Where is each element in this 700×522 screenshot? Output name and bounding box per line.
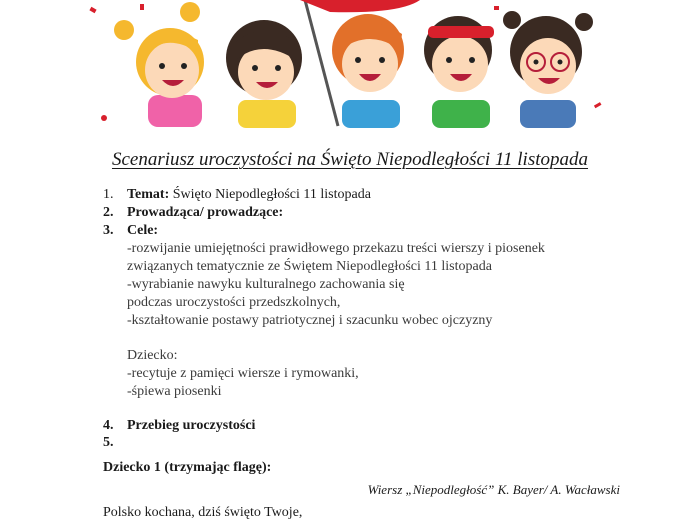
poem-reference: Wiersz „Niepodległość” K. Bayer/ A. Wacławski bbox=[367, 482, 620, 497]
item-1 bbox=[127, 186, 371, 204]
item-3-label: Cele: bbox=[127, 223, 159, 238]
goal-line-4: podczas uroczystości przedszkolnych, bbox=[127, 295, 341, 310]
item-1-text: Święto Niepodległości 11 listopada bbox=[169, 187, 371, 202]
goal-line-5: -kształtowanie postawy patriotycznej i szacunku wobec ojczyzny bbox=[127, 313, 493, 328]
document-title: Scenariusz uroczystości na Święto Niepodległości 11 listopada bbox=[111, 149, 589, 170]
child-headband-boy bbox=[424, 16, 494, 128]
item-1-number: 1. bbox=[103, 187, 114, 202]
children-with-flag-illustration bbox=[0, 0, 700, 140]
child-goal-1: -recytuje z pamięci wiersze i rymowanki, bbox=[127, 366, 359, 381]
goal-line-2: związanych tematycznie ze Świętem Niepodległości 11 listopada bbox=[127, 259, 492, 274]
item-3-number: 3. bbox=[103, 223, 114, 238]
item-4-number: 4. bbox=[103, 418, 114, 433]
item-4-label: Przebieg uroczystości bbox=[127, 418, 256, 433]
item-5-number: 5. bbox=[103, 435, 114, 450]
child-redhead-boy bbox=[332, 14, 404, 128]
child-blonde-girl bbox=[114, 2, 204, 127]
goal-line-3: -wyrabianie nawyku kulturalnego zachowania się bbox=[127, 277, 405, 292]
child-heading: Dziecko: bbox=[127, 348, 178, 363]
goal-line-1: -rozwijanie umiejętności prawidłowego przekazu treści wierszy i piosenek bbox=[127, 241, 545, 256]
poem-first-line: Polsko kochana, dziś święto Twoje, bbox=[103, 505, 303, 520]
child-girl-with-glasses bbox=[503, 11, 593, 128]
child-goal-2: -śpiewa piosenki bbox=[127, 384, 222, 399]
item-2-number: 2. bbox=[103, 205, 114, 220]
item-2-label: Prowadząca/ prowadzące: bbox=[127, 205, 284, 220]
speaker-line: Dziecko 1 (trzymając flagę): bbox=[103, 460, 272, 475]
item-1-label: Temat: bbox=[127, 187, 170, 202]
child-curly-boy bbox=[226, 20, 302, 128]
